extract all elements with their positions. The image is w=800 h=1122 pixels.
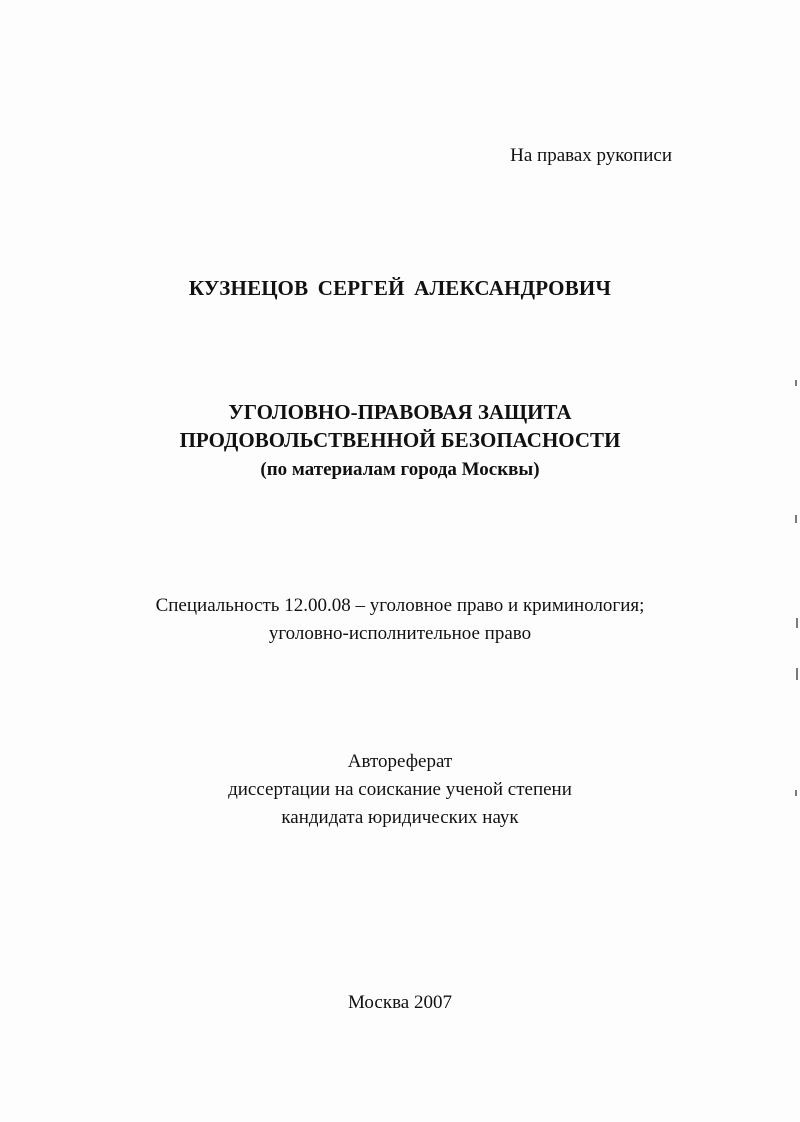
scan-speck xyxy=(796,668,798,680)
abstract-line-3: кандидата юридических наук xyxy=(281,807,519,828)
scan-speck xyxy=(795,790,797,796)
abstract-label: Автореферат xyxy=(347,751,453,772)
manuscript-note: На правах рукописи xyxy=(510,145,672,166)
title-line-1: УГОЛОВНО-ПРАВОВАЯ ЗАЩИТА xyxy=(228,400,572,424)
specialty-line-1: Специальность 12.00.08 – уголовное право и криминология; xyxy=(155,595,645,616)
place-year: Москва 2007 xyxy=(348,992,452,1013)
specialty-line-2: уголовно-исполнительное право xyxy=(268,623,532,644)
author-name: КУЗНЕЦОВ СЕРГЕЙ АЛЕКСАНДРОВИЧ xyxy=(188,276,612,300)
abstract-line-2: диссертации на соискание ученой степени xyxy=(228,779,572,800)
title-subtitle: (по материалам города Москвы) xyxy=(260,459,540,480)
scan-speck xyxy=(795,515,797,523)
title-line-2: ПРОДОВОЛЬСТВЕННОЙ БЕЗОПАСНОСТИ xyxy=(179,428,621,452)
scan-speck xyxy=(795,380,797,386)
scan-speck xyxy=(796,618,798,628)
